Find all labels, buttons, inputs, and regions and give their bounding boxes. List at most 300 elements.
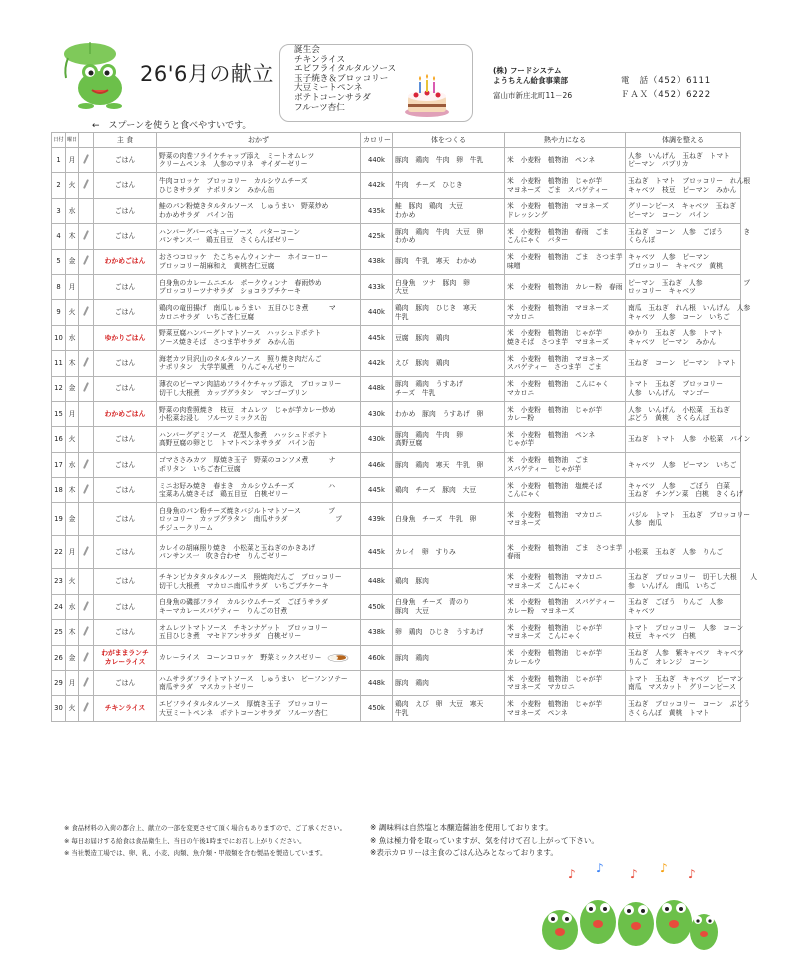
food-line: 豚肉 牛乳 寒天 わかめ (395, 257, 477, 266)
menu-staple: ごはん (94, 274, 157, 299)
food-line: 高野豆腐 (395, 439, 423, 448)
menu-energy (505, 452, 626, 477)
menu-condition (626, 198, 741, 223)
menu-energy (505, 249, 626, 274)
menu-condition (626, 536, 741, 569)
food-line: 人参 南瓜 (628, 519, 662, 528)
menu-row (52, 478, 741, 503)
footer-note: ※ 魚は極力骨を取っていますが、気を付けて召し上がって下さい。 (370, 835, 599, 845)
dish-line: ミニお好み焼き 春まき カルシウムチーズ ハ (159, 481, 336, 490)
menu-condition (626, 671, 744, 696)
header-staple: 主 食 (94, 133, 157, 148)
company-division: ようちえん給食事業部 (493, 75, 568, 85)
food-line: 枝豆 キャベツ 白桃 (628, 632, 696, 641)
menu-day: 2 (52, 173, 66, 198)
menu-weekday: 金 (66, 503, 79, 536)
header-condition: 体調を整える (626, 133, 741, 148)
menu-dishes (157, 569, 361, 594)
menu-calories: 448k (361, 671, 393, 696)
menu-dishes (157, 452, 361, 477)
menu-dishes (157, 696, 361, 721)
menu-day: 29 (52, 671, 66, 696)
frog-with-leaf-umbrella-illustration (60, 38, 130, 110)
menu-calories: 445k (361, 536, 393, 569)
dish-line: 鶏肉の竜田揚げ 南瓜しゅうまい 五目ひじき煮 マ (159, 303, 336, 312)
food-line: 玉ねぎ ブロッコリー 切干し大根 人 (628, 573, 758, 582)
menu-dishes (157, 351, 361, 376)
menu-staple: ごはん (94, 594, 157, 619)
staple-line: カレーライス (104, 657, 146, 666)
spoon-icon (83, 652, 89, 662)
food-line: マヨネーズ こんにゃく (507, 581, 582, 590)
dish-line: 高野豆腐の卵とじ トマトペンネサラダ パイン缶 (159, 439, 316, 448)
food-line: 人参 いんげん マンゴー (628, 388, 710, 397)
menu-row (52, 569, 741, 594)
food-line: 米 小麦粉 植物油 塩焼そば (507, 481, 603, 490)
food-line: ピーマン 玉ねぎ 人参 ブ (628, 278, 751, 287)
menu-row (52, 376, 741, 401)
menu-staple: ごはん (94, 173, 157, 198)
food-line: ピーマン コーン パイン (628, 210, 710, 219)
header-day: 日付 (52, 133, 66, 148)
food-line: 南瓜 玉ねぎ れん根 いんげん 人参 (628, 303, 751, 312)
menu-energy (505, 478, 626, 503)
menu-calories: 448k (361, 569, 393, 594)
menu-body-building (393, 224, 505, 249)
food-line: カレー粉 マヨネーズ (507, 607, 575, 616)
food-line: えび 豚肉 鶏肉 (395, 359, 450, 368)
food-line: 米 小麦粉 植物油 マヨネーズ (507, 303, 609, 312)
menu-energy (505, 173, 626, 198)
menu-row (52, 148, 741, 173)
food-line: バジル トマト 玉ねぎ ブロッコリー (628, 510, 751, 519)
menu-energy (505, 351, 626, 376)
menu-weekday: 火 (66, 173, 79, 198)
menu-weekday: 金 (66, 376, 79, 401)
menu-calories: 450k (361, 594, 393, 619)
food-line: わかめ (395, 210, 416, 219)
menu-weekday: 木 (66, 224, 79, 249)
menu-energy (505, 376, 626, 401)
menu-body-building (393, 274, 505, 299)
menu-day: 11 (52, 351, 66, 376)
menu-staple: ごはん (94, 376, 157, 401)
dish-line: クリームペンネ 人参のマリネ サイダーゼリー (159, 160, 308, 169)
footer-notes-right (370, 822, 599, 860)
dish-text: カレーライス コーンコロッケ 野菜ミックスゼリー (159, 653, 322, 662)
menu-calories: 430k (361, 401, 393, 426)
menu-spoon-cell (79, 620, 94, 645)
dish-line: パンサンス一 鶏五目豆 さくらんぼゼリー (159, 236, 295, 245)
birthday-cake-icon (402, 74, 452, 118)
menu-dishes (157, 645, 361, 670)
menu-staple: わかめごはん (94, 401, 157, 426)
menu-row (52, 224, 741, 249)
menu-day: 22 (52, 536, 66, 569)
food-line: わかめ (395, 236, 416, 245)
menu-row (52, 351, 741, 376)
food-line: 豚肉 鶏肉 (395, 653, 429, 662)
food-line: こんにゃく バター (507, 236, 569, 245)
menu-condition (626, 478, 741, 503)
dish-line: キーマカレースパゲティー りんごの甘煮 (159, 607, 288, 616)
food-line: 豚肉 鶏肉 牛肉 卵 牛乳 (395, 155, 484, 164)
menu-energy (505, 427, 626, 452)
food-line: 参 いんげん 南瓜 いちご (628, 581, 717, 590)
menu-condition (626, 696, 751, 721)
menu-staple: ごはん (94, 427, 157, 452)
dish-line: 大豆ミートペンネ ポテトコーンサラダ フルーツ杏仁 (159, 708, 328, 717)
food-line: ロッコリー キャベツ (628, 287, 696, 296)
menu-staple: ごはん (94, 300, 157, 325)
menu-dishes (157, 671, 361, 696)
menu-table (51, 132, 758, 722)
menu-condition (626, 452, 741, 477)
dish-line: ハムサラダフライトマトソース しゅうまい ビーフンソテー (159, 674, 348, 683)
menu-body-building (393, 249, 505, 274)
dish-line: チジュークリーム (159, 523, 214, 532)
food-line: 豚肉 大豆 (395, 607, 429, 616)
food-line: わかめ 豚肉 うすあげ 卵 (395, 409, 484, 418)
menu-dishes (157, 427, 361, 452)
dish-line: ポリタン いちご杏仁豆腐 (159, 464, 241, 473)
menu-spoon-cell (79, 671, 94, 696)
menu-staple: ごはん (94, 224, 157, 249)
food-line: 豚肉 鶏肉 寒天 牛乳 卵 (395, 460, 484, 469)
menu-dishes (157, 300, 361, 325)
dish-line: 鮭のパン粉焼きタルタルソース しゅうまい 野菜炒め (159, 202, 329, 211)
menu-body-building (393, 696, 505, 721)
footer-note: ※ 毎日お届けする給食は食品衛生上、当日の午後1時までにお召し上がりください。 (64, 836, 306, 845)
footer-note: ※ 食品材料の入荷の都合上、献立の一部を変更させて頂く場合もありますので、ご了承ください。 (64, 824, 347, 832)
svg-text:♪: ♪ (596, 861, 604, 875)
menu-dishes (157, 401, 361, 426)
menu-condition (626, 274, 751, 299)
food-line: キャベツ 人参 ピーマン いちご (628, 460, 737, 469)
dish-line: 切干し大根煮 マカロニ南瓜サラダ いちごプチケーキ (159, 581, 329, 590)
menu-staple: チキンライス (94, 696, 157, 721)
menu-energy (505, 224, 626, 249)
menu-weekday: 火 (66, 300, 79, 325)
menu-body-building (393, 503, 505, 536)
menu-calories: 438k (361, 620, 393, 645)
menu-spoon-cell (79, 351, 94, 376)
food-line: チーズ 牛乳 (395, 388, 436, 397)
company-info (493, 66, 572, 101)
menu-weekday: 月 (66, 148, 79, 173)
dish-line: 五目ひじき煮 マセドアンサラダ 白桃ゼリー (159, 632, 302, 641)
food-line: 白身魚 ツナ 豚肉 卵 (395, 278, 470, 287)
food-line: 豚肉 鶏肉 うすあげ (395, 380, 463, 389)
menu-row (52, 671, 741, 696)
food-line: 米 小麦粉 植物油 ごま さつま芋 (507, 253, 623, 262)
menu-row (52, 503, 741, 536)
menu-weekday: 金 (66, 645, 79, 670)
menu-spoon-cell (79, 274, 94, 299)
menu-day: 26 (52, 645, 66, 670)
menu-day: 9 (52, 300, 66, 325)
spoon-icon (83, 546, 89, 556)
dish-line: ハンバーグデミソース 花型人参煮 ハッシュドポテト (159, 430, 328, 439)
dish-line: 薄衣のピーマン肉詰めフライケチャップ添え ブロッコリー (159, 380, 342, 389)
food-line: スパゲティー じゃが芋 (507, 464, 582, 473)
page-title: 26'6月の献立 (140, 62, 274, 86)
food-line: 焼きそば さつま芋 マヨネーズ (507, 337, 609, 346)
food-line: 玉ねぎ チンゲン菜 白桃 きくらげ (628, 490, 743, 499)
food-line: トマト 玉ねぎ キャベツ ピーマン (628, 674, 744, 683)
spoon-icon (83, 626, 89, 636)
menu-table-body (52, 148, 758, 722)
menu-staple: ごはん (94, 503, 157, 536)
menu-dishes (157, 274, 361, 299)
company-address: 富山市新庄北町11－26 (493, 91, 573, 100)
menu-spoon-cell (79, 249, 94, 274)
food-line: マカロニ (507, 388, 535, 397)
food-line: 鶏肉 えび 卵 大豆 寒天 (395, 700, 484, 709)
menu-calories: 439k (361, 503, 393, 536)
food-line: 玉ねぎ トマト ブロッコリー れん根 (628, 176, 751, 185)
menu-day: 4 (52, 224, 66, 249)
birthday-menu-line: チキンライス (294, 54, 346, 65)
dish-line: 野菜の肉巻照焼き 枝豆 オムレツ じゃが芋カレー炒め (159, 405, 336, 414)
food-line: 米 小麦粉 植物油 じゃが芋 (507, 623, 603, 632)
company-name: (株) フードシステム (493, 66, 562, 75)
menu-condition (626, 325, 741, 350)
svg-text:♪: ♪ (568, 867, 576, 881)
menu-staple: ごはん (94, 351, 157, 376)
dish-line: 切干し大根煮 カップグラタン マンゴープリン (159, 388, 308, 397)
food-line: 米 小麦粉 植物油 マカロニ (507, 510, 603, 519)
menu-calories: 440k (361, 300, 393, 325)
menu-condition (626, 351, 741, 376)
dish-line: ブロッコリー胡麻和え 黄桃杏仁豆腐 (159, 261, 275, 270)
menu-body-building (393, 401, 505, 426)
header-body-building: 体をつくる (393, 133, 505, 148)
fax-number: ＦＡＸ（452）6222 (621, 90, 711, 100)
menu-weekday: 月 (66, 671, 79, 696)
dish-line (159, 653, 358, 662)
menu-dishes (157, 198, 361, 223)
menu-energy (505, 594, 626, 619)
food-line: 玉ねぎ ブロッコリー コーン ぶどう (628, 700, 751, 709)
food-line: キャベツ 人参 コーン いちご (628, 312, 730, 321)
menu-spoon-cell (79, 569, 94, 594)
menu-row (52, 300, 741, 325)
food-line: キャベツ (628, 607, 656, 616)
dish-line: 海老カツ貝沢山のタルタルソース 照り焼き肉だんご (159, 354, 322, 363)
menu-row (52, 536, 741, 569)
food-line: ぶどう 黄桃 さくらんぼ (628, 414, 710, 423)
menu-calories: 460k (361, 645, 393, 670)
menu-condition (626, 645, 744, 670)
food-line: くらんぼ (628, 236, 656, 245)
food-line: 味噌 (507, 261, 521, 270)
menu-staple: ゆかりごはん (94, 325, 157, 350)
food-line: 南瓜 マスカット グリーンピース (628, 683, 736, 692)
food-line: 玉ねぎ トマト 人参 小松菜 パイン (628, 435, 751, 444)
menu-spoon-cell (79, 401, 94, 426)
food-line: キャベツ 枝豆 ピーマン みかん (628, 185, 737, 194)
menu-spoon-cell (79, 427, 94, 452)
menu-row (52, 173, 741, 198)
spoon-icon (83, 677, 89, 687)
menu-body-building (393, 536, 505, 569)
menu-body-building (393, 148, 505, 173)
spoon-icon (83, 601, 89, 611)
dish-line: 野菜の肉巻フライケチャップ添え ミートオムレツ (159, 151, 315, 160)
food-line: 春雨 (507, 552, 521, 561)
menu-row (52, 198, 741, 223)
dish-line: 牛肉コロッケ ブロッコリー カルシウムチーズ (159, 176, 308, 185)
menu-row (52, 427, 741, 452)
menu-condition (626, 249, 741, 274)
dish-line: ロッコリー カップグラタン 南瓜サラダ ブ (159, 515, 342, 524)
menu-calories: 430k (361, 427, 393, 452)
food-line: 人参 いんげん 玉ねぎ トマト (628, 151, 730, 160)
menu-weekday: 木 (66, 620, 79, 645)
menu-condition (626, 173, 751, 198)
food-line: さくらんぼ 黄桃 トマト (628, 708, 710, 717)
menu-body-building (393, 594, 505, 619)
menu-dishes (157, 503, 361, 536)
food-line: 米 小麦粉 植物油 マヨネーズ (507, 202, 609, 211)
food-line: マヨネーズ ごま スパゲティー (507, 185, 609, 194)
spoon-icon (83, 154, 89, 164)
menu-weekday: 火 (66, 427, 79, 452)
menu-staple: ごはん (94, 478, 157, 503)
menu-energy (505, 536, 626, 569)
menu-dishes (157, 536, 361, 569)
food-line: マヨネーズ マカロニ (507, 683, 575, 692)
menu-day: 24 (52, 594, 66, 619)
spoon-icon (83, 702, 89, 712)
food-line: こんにゃく (507, 490, 541, 499)
menu-spoon-cell (79, 376, 94, 401)
menu-calories: 433k (361, 274, 393, 299)
dish-line: ブロッコリーツナサラダ ショコラプチケーキ (159, 287, 301, 296)
menu-weekday: 火 (66, 569, 79, 594)
menu-spoon-cell (79, 148, 94, 173)
menu-body-building (393, 325, 505, 350)
menu-day: 25 (52, 620, 66, 645)
birthday-menu-line: 大豆ミートペンネ (294, 83, 363, 94)
food-line: 豚肉 鶏肉 (395, 678, 429, 687)
food-line: 玉ねぎ コーン 人参 ごぼう き (628, 227, 751, 236)
menu-body-building (393, 173, 505, 198)
menu-energy (505, 300, 626, 325)
menu-body-building (393, 478, 505, 503)
food-line: トマト 玉ねぎ ブロッコリー (628, 380, 724, 389)
menu-condition (626, 300, 751, 325)
dish-line: カロニサラダ いちご杏仁豆腐 (159, 312, 255, 321)
menu-condition (626, 427, 751, 452)
food-line: 米 小麦粉 植物油 こんにゃく (507, 380, 609, 389)
menu-body-building (393, 452, 505, 477)
dish-line: 白身魚のカレームニエル ポークウィンナ 春雨炒め (159, 278, 322, 287)
menu-condition (626, 224, 751, 249)
menu-spoon-cell (79, 198, 94, 223)
dish-line: エビフライタルタルソース 厚焼き玉子 ブロッコリー (159, 700, 328, 709)
menu-calories: 425k (361, 224, 393, 249)
menu-energy (505, 148, 626, 173)
menu-day: 17 (52, 452, 66, 477)
menu-dishes (157, 249, 361, 274)
menu-calories: 450k (361, 696, 393, 721)
food-line: マカロニ (507, 312, 535, 321)
food-line: キャベツ 人参 ピーマン (628, 253, 710, 262)
svg-text:♪: ♪ (688, 867, 696, 881)
menu-staple: ごはん (94, 671, 157, 696)
menu-condition (626, 148, 741, 173)
food-line: 玉ねぎ ごぼう りんご 人参 (628, 598, 724, 607)
menu-row (52, 452, 741, 477)
header-weekday: 曜日 (66, 133, 79, 148)
menu-weekday: 火 (66, 696, 79, 721)
food-line: マヨネーズ (507, 519, 541, 528)
spoon-icon (83, 484, 89, 494)
menu-row (52, 274, 741, 299)
menu-weekday: 金 (66, 249, 79, 274)
food-line: 鶏肉 豚肉 ひじき 寒天 (395, 303, 477, 312)
menu-day: 10 (52, 325, 66, 350)
menu-weekday: 水 (66, 594, 79, 619)
menu-weekday: 月 (66, 536, 79, 569)
menu-row (52, 594, 741, 619)
menu-weekday: 木 (66, 351, 79, 376)
menu-calories: 445k (361, 478, 393, 503)
food-line: 玉ねぎ 人参 紫キャベツ キャベツ (628, 649, 744, 658)
contact-numbers (621, 74, 711, 102)
menu-spoon-cell (79, 478, 94, 503)
header-dishes: おかず (157, 133, 361, 148)
menu-spoon-cell (79, 594, 94, 619)
food-line: 人参 いんげん 小松菜 玉ねぎ (628, 405, 730, 414)
menu-row (52, 401, 741, 426)
dish-line: ゴマささみカツ 厚焼き玉子 野菜のコンソメ煮 ナ (159, 456, 336, 465)
menu-body-building (393, 300, 505, 325)
menu-staple (94, 645, 157, 670)
menu-spoon-cell (79, 224, 94, 249)
menu-weekday: 木 (66, 478, 79, 503)
menu-condition (626, 569, 758, 594)
menu-day: 15 (52, 401, 66, 426)
menu-energy (505, 696, 626, 721)
menu-condition (626, 594, 741, 619)
dish-line: わかめサラダ パイン缶 (159, 210, 234, 219)
food-line: 米 小麦粉 植物油 ごま さつま芋 (507, 543, 623, 552)
food-line: 米 小麦粉 植物油 ごま (507, 456, 589, 465)
food-line: キャベツ ピーマン みかん (628, 337, 717, 346)
menu-day: 30 (52, 696, 66, 721)
spoon-icon (83, 357, 89, 367)
menu-day: 8 (52, 274, 66, 299)
menu-day: 5 (52, 249, 66, 274)
menu-body-building (393, 351, 505, 376)
food-line: 米 小麦粉 植物油 じゃが芋 (507, 176, 603, 185)
food-line: マヨネーズ こんにゃく (507, 632, 582, 641)
dish-line: 小松菜お浸し フルーツミックス缶 (159, 414, 268, 423)
food-line: 豚肉 鶏肉 牛肉 卵 (395, 430, 463, 439)
menu-row (52, 249, 741, 274)
food-line: りんご オレンジ コーン (628, 657, 710, 666)
food-line: カレー粉 (507, 414, 535, 423)
food-line: 豚肉 鶏肉 牛肉 大豆 卵 (395, 227, 484, 236)
menu-staple: ごはん (94, 569, 157, 594)
menu-dishes (157, 620, 361, 645)
menu-calories: 446k (361, 452, 393, 477)
dish-line: おさつコロッケ たこちゃんウィンナー ホイコーロー (159, 253, 329, 262)
menu-energy (505, 569, 626, 594)
